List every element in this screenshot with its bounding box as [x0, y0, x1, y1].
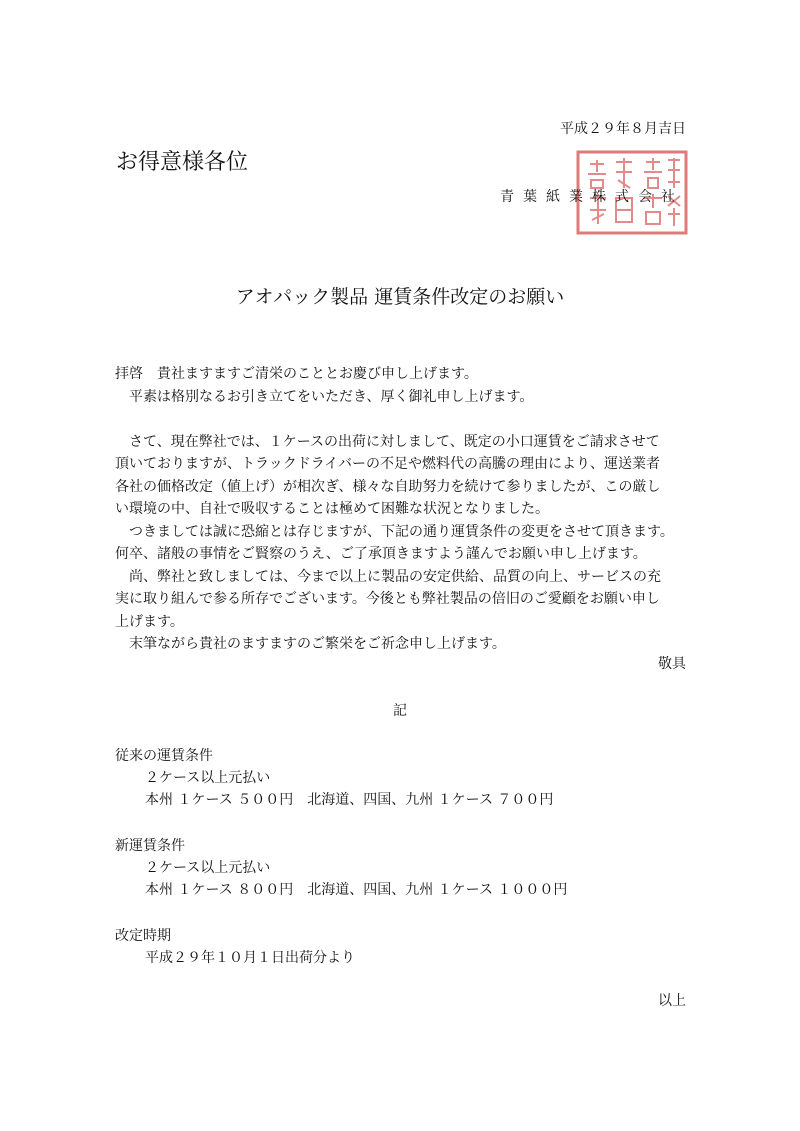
addressee: お得意様各位 — [116, 150, 249, 175]
letter-title: アオパック製品 運賃条件改定のお願い — [235, 286, 565, 308]
end-ijou: 以上 — [658, 993, 686, 1009]
revision-heading: 改定時期 — [115, 928, 171, 944]
new-terms-heading: 新運賃条件 — [115, 838, 185, 854]
closing-keigu: 敬具 — [658, 656, 686, 672]
body-line: 各社の価格改定（値上げ）が相次ぎ、様々な自助努力を続けて参りましたが、この厳し — [115, 478, 661, 495]
document-date: 平成２９年８月吉日 — [560, 121, 686, 137]
new-terms-line1: ２ケース以上元払い — [145, 860, 271, 876]
body-line: 平素は格別なるお引き立てをいただき、厚く御礼申し上げます。 — [115, 388, 534, 405]
old-terms-heading: 従来の運賃条件 — [115, 748, 213, 764]
body-line: さて、現在弊社では、１ケースの出荷に対しまして、既定の小口運賃をご請求させて — [115, 433, 660, 450]
old-terms-line1: ２ケース以上元払い — [145, 770, 271, 786]
new-terms-line2: 本州 １ケース ８００円 北海道、四国、九州 １ケース １０００円 — [145, 882, 568, 898]
body-line: 尚、弊社と致しましては、今まで以上に製品の安定供給、品質の向上、サービスの充 — [115, 568, 661, 585]
body-line: い環境の中、自社で吸収することは極めて困難な状況となりました。 — [115, 501, 549, 517]
body-line: 頂いておりますが、トラックドライバーの不足や燃料代の高騰の理由により、運送業者 — [115, 456, 661, 472]
letter-body — [115, 363, 705, 656]
body-line — [115, 408, 705, 431]
ki-heading: 記 — [393, 703, 407, 719]
old-terms-line2: 本州 １ケース ５００円 北海道、四国、九州 １ケース ７００円 — [145, 792, 554, 808]
revision-date: 平成２９年１０月１日出荷分より — [145, 950, 355, 966]
body-line: つきましては誠に恐縮とは存じますが、下記の通り運賃条件の変更をさせて頂きます。 — [115, 523, 674, 540]
new-terms-section — [115, 835, 567, 901]
body-line: 実に取り組んで参る所存でございます。今後とも弊社製品の倍旧のご愛顧をお願い申し — [115, 591, 660, 607]
revision-section — [115, 925, 355, 969]
body-line: 上げます。 — [115, 613, 184, 630]
company-name: 青葉紙業株式会社 — [500, 189, 684, 205]
body-line: 拝啓 貴社ますますご清栄のこととお慶び申し上げます。 — [115, 366, 478, 382]
body-line: 何卒、諸般の事情をご賢察のうえ、ご了承頂きますよう謹んでお願い申し上げます。 — [115, 546, 647, 562]
body-line: 末筆ながら貴社のますますのご繁栄をご祈念申し上げます。 — [115, 636, 506, 652]
old-terms-section — [115, 745, 553, 811]
